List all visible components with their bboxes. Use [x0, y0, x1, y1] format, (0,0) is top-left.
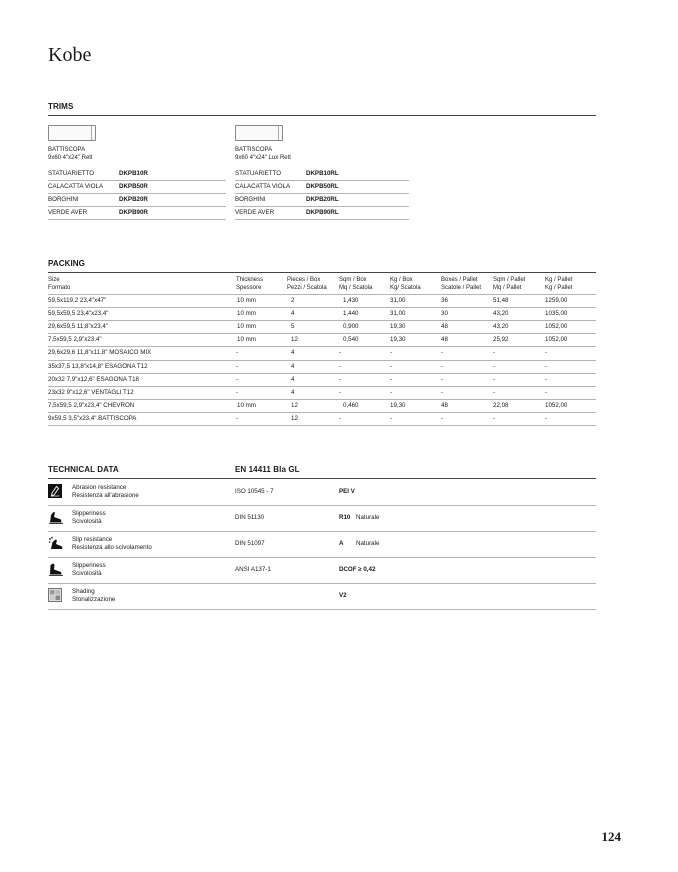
packing-cell: -	[339, 388, 342, 396]
packing-cell: -	[390, 414, 393, 422]
packing-cell: 1052,00	[545, 323, 568, 331]
packing-cell: 36	[441, 297, 448, 304]
packing-header-cell: Size	[48, 277, 60, 283]
packing-section-title: PACKING	[48, 259, 85, 268]
packing-cell: -	[545, 362, 548, 370]
packing-cell: 48	[441, 336, 448, 344]
trim-group-name: BATTISCOPA	[235, 147, 273, 153]
divider	[48, 333, 596, 334]
packing-cell: 1052,00	[545, 401, 568, 409]
divider	[48, 583, 596, 584]
packing-size-cell: 23x32 9"x12,6" VENTAGLI T12	[48, 388, 134, 396]
trim-group-size: 9x60 4"x24" Rett	[48, 155, 93, 161]
packing-size-cell: 35x37,5 13,8"x14,8" ESAGONA T12	[48, 362, 148, 370]
divider	[48, 373, 596, 374]
trim-group-name: BATTISCOPA	[48, 147, 86, 153]
packing-header-cell: Sqm / Pallet	[493, 277, 526, 283]
packing-cell: -	[390, 362, 393, 370]
trim-color: STATUARIETTO	[235, 170, 282, 177]
divider	[48, 360, 596, 361]
packing-cell: 19,30	[390, 401, 406, 409]
tech-label-it: Stonalizzazione	[72, 596, 116, 603]
packing-cell: -	[236, 388, 239, 396]
trim-row	[235, 193, 409, 206]
packing-cell: -	[441, 414, 444, 422]
tech-note: Naturale	[356, 514, 380, 521]
packing-header-cell: Pezzi / Scatola	[287, 285, 327, 291]
packing-cell: -	[493, 414, 496, 422]
divider	[48, 219, 226, 220]
trim-color: BORGHINI	[48, 196, 79, 203]
trim-code: DKPB50R	[119, 183, 148, 190]
trim-row	[235, 180, 409, 193]
tech-value: R10	[339, 514, 351, 521]
packing-header-cell: Mq / Scatola	[339, 285, 373, 291]
packing-cell: -	[339, 362, 342, 370]
trim-color: BORGHINI	[235, 196, 266, 203]
tech-norm: ANSI A137-1	[235, 566, 271, 573]
tech-label-it: Scivolosità	[72, 518, 102, 525]
packing-cell: -	[545, 388, 548, 396]
packing-cell: -	[441, 362, 444, 370]
packing-header-cell: Boxes / Pallet	[441, 277, 478, 283]
packing-cell: 4	[291, 349, 295, 357]
packing-cell: -	[441, 349, 444, 357]
packing-header-cell: Mq / Pallet	[493, 285, 522, 291]
packing-rule	[48, 272, 596, 273]
packing-header-cell: Kg / Pallet	[545, 285, 573, 291]
packing-cell: 19,30	[390, 336, 406, 344]
packing-header-cell: Formato	[48, 285, 71, 291]
trim-group-size: 9x60 4"x24" Lux Rett	[235, 155, 291, 161]
packing-cell: 51,48	[493, 297, 509, 304]
trim-row	[48, 180, 226, 193]
tech-label-it: Resistenza all'abrasione	[72, 492, 139, 499]
packing-header-cell: Kg / Pallet	[545, 277, 573, 283]
packing-cell: -	[236, 414, 239, 422]
packing-cell: -	[493, 349, 496, 357]
trim-code: DKPB20R	[119, 196, 148, 203]
packing-cell: 0,540	[343, 336, 359, 344]
packing-cell: 43,20	[493, 323, 509, 331]
technical-section-title: TECHNICAL DATA	[48, 465, 119, 474]
trim-code: DKPB10RL	[306, 170, 339, 177]
trim-row	[48, 193, 226, 206]
trim-code: DKPB10R	[119, 170, 148, 177]
divider	[48, 425, 596, 426]
trim-row	[235, 206, 409, 219]
packing-cell: 10 mm	[237, 336, 256, 344]
packing-cell: 12	[291, 401, 298, 409]
packing-cell: 12	[291, 414, 298, 422]
trim-color: CALACATTA VIOLA	[235, 183, 291, 190]
divider	[48, 609, 596, 610]
packing-cell: -	[339, 375, 342, 383]
technical-standard: EN 14411 Bla GL	[235, 465, 300, 474]
trim-code: DKPB50RL	[306, 183, 339, 190]
trim-row	[235, 167, 409, 180]
tech-norm: DIN 51130	[235, 514, 265, 521]
packing-cell: -	[493, 375, 496, 383]
packing-cell: -	[236, 375, 239, 383]
divider	[48, 307, 596, 308]
packing-header-cell: Kg / Box	[390, 277, 413, 283]
divider	[48, 399, 596, 400]
packing-cell: 31,00	[390, 310, 406, 318]
trim-color: VERDE AVER	[235, 209, 275, 216]
packing-cell: 12	[291, 336, 298, 344]
slipperiness-dcof-icon	[48, 562, 62, 576]
packing-cell: -	[493, 388, 496, 396]
divider	[48, 531, 596, 532]
packing-cell: 22,08	[493, 401, 509, 409]
trim-code: DKPB20RL	[306, 196, 339, 203]
divider	[48, 412, 596, 413]
divider	[48, 505, 596, 506]
packing-size-cell: 7,5x59,5 2,9"x23,4"	[48, 336, 102, 344]
tech-value: A	[339, 540, 344, 547]
trim-code: DKPB90RL	[306, 209, 339, 216]
packing-cell: -	[339, 414, 342, 422]
packing-cell: 30	[441, 310, 448, 318]
packing-header-cell: Scatole / Pallet	[441, 285, 482, 291]
packing-cell: 1035,00	[545, 310, 568, 318]
packing-cell: 1259,00	[545, 297, 568, 304]
packing-cell: 25,92	[493, 336, 509, 344]
packing-cell: 2	[291, 297, 295, 304]
battiscopa-lux-trim-image	[235, 125, 283, 141]
trim-color: CALACATTA VIOLA	[48, 183, 104, 190]
packing-header-cell: Kg/ Scatola	[390, 285, 421, 291]
packing-cell: 31,00	[390, 297, 406, 304]
packing-cell: 0,460	[343, 401, 359, 409]
packing-cell: -	[390, 375, 393, 383]
packing-cell: 10 mm	[237, 310, 256, 318]
battiscopa-trim-image	[48, 125, 96, 141]
trims-rule	[48, 115, 596, 116]
tech-label-en: Slipperiness	[72, 562, 106, 569]
trim-code: DKPB90R	[119, 209, 148, 216]
packing-header-cell: Thickness	[236, 277, 264, 283]
packing-cell: -	[545, 349, 548, 357]
packing-size-cell: 9x59,5 3,5"x23,4" BATTISCOPA	[48, 414, 137, 422]
tech-value: DCOF ≥ 0,42	[339, 566, 376, 573]
packing-cell: -	[545, 414, 548, 422]
divider	[48, 557, 596, 558]
packing-cell: 1,430	[343, 297, 359, 304]
tech-label-it: Scivolosità	[72, 570, 102, 577]
shading-icon	[48, 588, 62, 602]
tech-norm: ISO 10545 - 7	[235, 488, 274, 495]
packing-cell: 5	[291, 323, 295, 331]
tech-label-en: Slipperiness	[72, 510, 106, 517]
tech-label-en: Shading	[72, 588, 95, 595]
page-number: 124	[601, 829, 621, 844]
packing-cell: 43,20	[493, 310, 509, 318]
packing-cell: 4	[291, 375, 295, 383]
tech-label-en: Abrasion resistance	[72, 484, 127, 491]
tech-value: V2	[339, 592, 347, 599]
divider	[48, 386, 596, 387]
packing-size-cell: 59,5x59,5 23,4"x23,4"	[48, 310, 109, 318]
packing-size-cell: 29,6x29,6 11,8"x11,8" MOSAICO MIX	[48, 349, 152, 357]
packing-cell: -	[441, 375, 444, 383]
packing-cell: 1052,00	[545, 336, 568, 344]
packing-header-cell: Sqm / Box	[339, 277, 367, 283]
packing-cell: 4	[291, 388, 295, 396]
trim-color: STATUARIETTO	[48, 170, 95, 177]
trims-section-title: TRIMS	[48, 102, 74, 111]
packing-cell: 10 mm	[237, 297, 256, 304]
packing-cell: 1,440	[343, 310, 359, 318]
trim-row	[48, 167, 226, 180]
technical-rule	[48, 478, 596, 479]
divider	[235, 219, 409, 220]
packing-cell: -	[236, 349, 239, 357]
divider	[48, 346, 596, 347]
tech-note: Naturale	[356, 540, 380, 547]
packing-cell: -	[339, 349, 342, 357]
divider	[48, 320, 596, 321]
page-title: Kobe	[48, 44, 92, 66]
trim-color: VERDE AVER	[48, 209, 88, 216]
packing-size-cell: 59,5x119,2 23,4"x47"	[48, 297, 107, 304]
packing-cell: -	[545, 375, 548, 383]
packing-cell: -	[390, 349, 393, 357]
slip-resistance-icon	[48, 536, 62, 550]
trim-row	[48, 206, 226, 219]
packing-header-cell: Pieces / Box	[287, 277, 321, 283]
packing-cell: 48	[441, 401, 448, 409]
packing-cell: -	[493, 362, 496, 370]
packing-cell: 10 mm	[237, 401, 256, 409]
packing-cell: 4	[291, 310, 295, 318]
packing-cell: 0,900	[343, 323, 359, 331]
tech-value: PEI V	[339, 488, 355, 495]
packing-cell: 4	[291, 362, 295, 370]
packing-cell: -	[236, 362, 239, 370]
tech-norm: DIN 51097	[235, 540, 265, 547]
abrasion-icon	[48, 484, 62, 498]
packing-cell: 48	[441, 323, 448, 331]
packing-cell: 10 mm	[237, 323, 256, 331]
packing-header-cell: Spessore	[236, 285, 262, 291]
tech-label-en: Slip resistance	[72, 536, 113, 543]
packing-size-cell: 7,5x59,5 2,9"x23,4" CHEVRON	[48, 401, 135, 409]
packing-cell: -	[441, 388, 444, 396]
packing-size-cell: 29,6x59,5 11,8"x23,4"	[48, 323, 109, 331]
slipperiness-icon	[48, 510, 62, 524]
packing-cell: -	[390, 388, 393, 396]
packing-cell: 19,30	[390, 323, 406, 331]
divider	[48, 294, 596, 295]
packing-size-cell: 20x32 7,9"x12,6" ESAGONA T18	[48, 375, 139, 383]
tech-label-it: Resistenza allo scivolamento	[72, 544, 152, 551]
